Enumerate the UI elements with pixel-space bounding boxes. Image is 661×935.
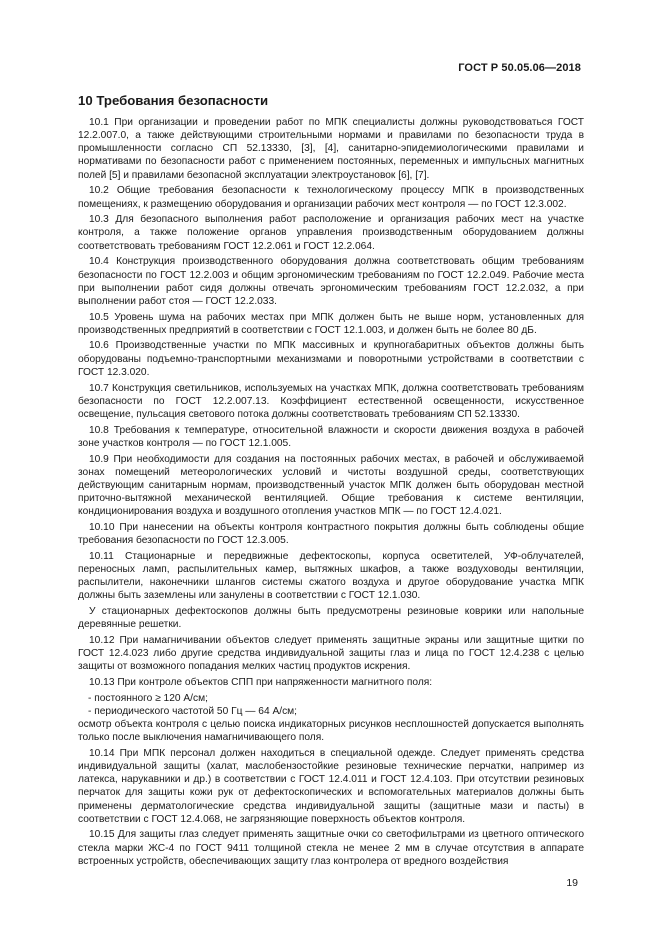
paragraph-10-2: 10.2 Общие требования безопасности к технологическому процессу МПК в производственных помещениях, к размещению оборудования и организации рабочих мест контроля — по ГОСТ 12.3.002. <box>78 185 584 210</box>
paragraph-10-11: 10.11 Стационарные и передвижные дефектоскопы, корпуса осветителей, УФ-облучателей, переносных ламп, распылительных камер, вытяжных шкафов, а также воздуховоды вентиляции, распылители, наконечники шлангов системы сжатого воздуха и другое оборудование участка МПК должны быть заземлены или занулены в соответствии с ГОСТ 12.1.030. <box>78 550 584 602</box>
paragraph-10-7: 10.7 Конструкция светильников, используемых на участках МПК, должна соответствовать требованиям безопасности по ГОСТ 12.2.007.13. Коэффициент естественной освещенности, искусственное освещение, пульсация светового потока должны соответствовать требованиям СП 52.13330. <box>78 382 584 420</box>
paragraph-10-6: 10.6 Производственные участки по МПК массивных и крупногабаритных объектов должны быть оборудованы подъемно-транспортными механизмами и поворотными устройствами в соответствии с ГОСТ 12.3.020. <box>78 340 584 378</box>
paragraph-10-1: 10.1 При организации и проведении работ по МПК специалисты должны руководствоваться ГОСТ 12.2.007.0, а также действующими строительными нормами и правилами по безопасности труда в промышленности согласно СП 52.13330, [3], [4], санитарно-эпидемиологическими правилами и нормативами по безопасности работ с применением постоянных, переменных и импульсных магнитных полей [5] и правилами безопасной эксплуатации электроустановок [6], [7]. <box>78 117 584 181</box>
paragraph-10-8: 10.8 Требования к температуре, относительной влажности и скорости движения воздуха в рабочей зоне участков контроля — по ГОСТ 12.1.005. <box>78 424 584 449</box>
paragraph-10-12: 10.12 При намагничивании объектов следует применять защитные экраны или защитные щитки по ГОСТ 12.4.023 либо другие средства индивидуальной защиты глаз и лица по ГОСТ 12.4.238 с целью защиты от возможного попадания мелких частиц продуктов искрения. <box>78 634 584 673</box>
page-number: 19 <box>566 877 578 889</box>
paragraph-10-13-continuation: осмотр объекта контроля с целью поиска индикаторных рисунков несплошностей допускается выполнять только после выключения намагничивающего поля. <box>78 719 584 744</box>
section-body <box>78 116 584 871</box>
paragraph-10-10: 10.10 При нанесении на объекты контроля контрастного покрытия должны быть соблюдены общие требования безопасности по ГОСТ 12.3.005. <box>78 521 584 547</box>
document-code: ГОСТ Р 50.05.06—2018 <box>458 62 581 74</box>
paragraph-10-5: 10.5 Уровень шума на рабочих местах при МПК должен быть не выше норм, установленных для производственных предприятий в соответствии с ГОСТ 12.1.003, и должен быть не более 80 дБ. <box>78 311 584 336</box>
paragraph-10-11-note: У стационарных дефектоскопов должны быть предусмотрены резиновые коврики или напольные деревянные решетки. <box>78 606 584 631</box>
paragraph-10-4: 10.4 Конструкция производственного оборудования должна соответствовать общим требованиям безопасности по ГОСТ 12.2.003 и общим эргономическим требованиям по ГОСТ 12.2.049. Рабочие места при выполнении работ сидя должны отвечать эргономическим требованиям ГОСТ 12.2.032, а при выполнении работ стоя — ГОСТ 12.2.033. <box>78 256 584 307</box>
section-title: 10 Требования безопасности <box>78 93 269 108</box>
paragraph-10-9: 10.9 При необходимости для создания на постоянных рабочих местах, в рабочей и обслуживаемой зонах помещений метеорологических условий и чистоты воздушной среды, соответствующих действующим санитарным нормам, производственный участок МПК должен быть оборудован местной приточно-вытяжной механической вентиляцией. Общие требования к системе вентиляции, кондиционирования воздуха и воздушного отопления участков МПК — по ГОСТ 12.4.021. <box>78 453 584 518</box>
paragraph-10-13: 10.13 При контроле объектов СПП при напряженности магнитного поля: <box>89 676 433 688</box>
list-item: - периодического частотой 50 Гц — 64 А/см; <box>88 705 298 717</box>
list-item: - постоянного ≥ 120 А/см; <box>88 692 208 704</box>
paragraph-10-15: 10.15 Для защиты глаз следует применять защитные очки со светофильтрами из цветного оптического стекла марки ЖС-4 по ГОСТ 9411 толщиной стекла не менее 2 мм в случае отсутствия в аппарате встроенных устройств, обеспечивающих защиту глаз контролера от вредного воздействия <box>78 829 584 867</box>
paragraph-10-3: 10.3 Для безопасного выполнения работ расположение и организация рабочих мест на участке контроля, а также положение органов управления производственным оборудованием должны соответствовать требованиям ГОСТ 12.2.061 и ГОСТ 12.2.064. <box>78 214 584 252</box>
paragraph-10-14: 10.14 При МПК персонал должен находиться в специальной одежде. Следует применять средства индивидуальной защиты (халат, маслобензостойкие резиновые технические перчатки, например из латекса, нарукавники и др.) в соответствии с ГОСТ 12.4.011 и ГОСТ 12.4.103. При отсутствии резиновых перчаток для защиты кожи рук от дефектоскопических и вспомогательных материалов должны быть применены дерматологические средства индивидуальной защиты (защитные мази и пасты) в соответствии с ГОСТ 12.4.068, не загрязняющие поверхность объектов контроля. <box>78 747 584 825</box>
